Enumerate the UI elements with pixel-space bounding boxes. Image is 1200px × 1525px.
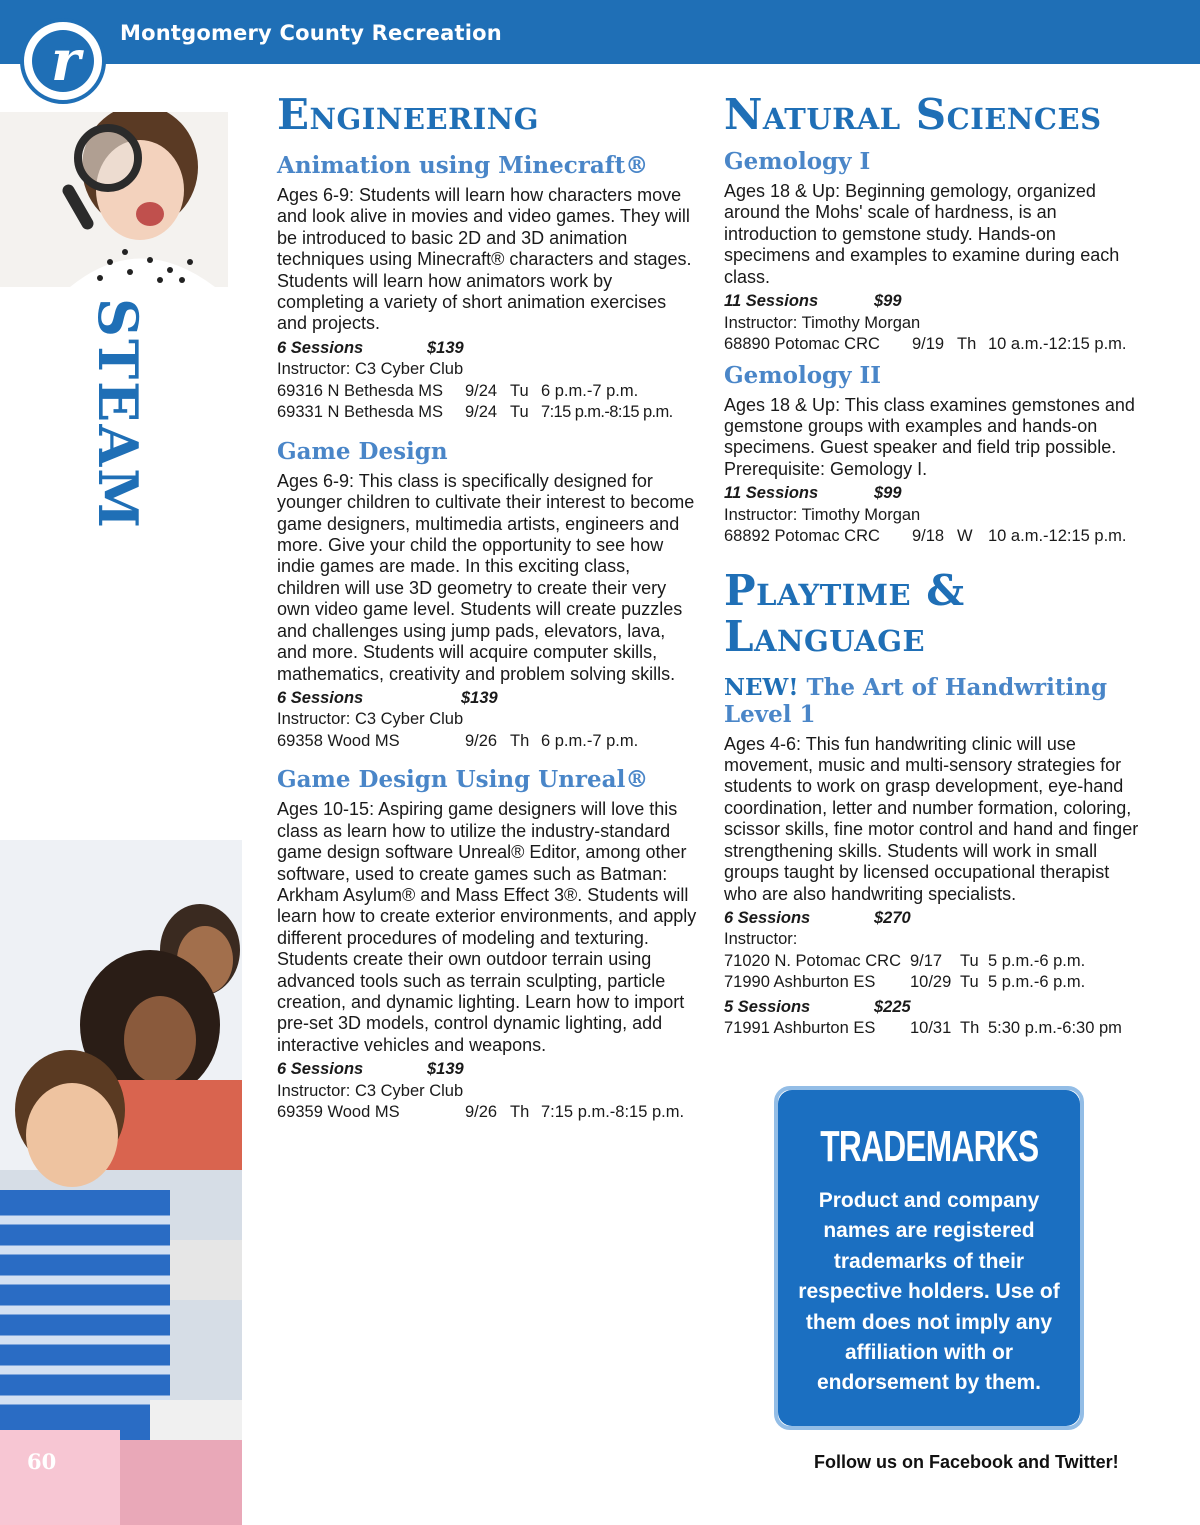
sessions-line: 11 Sessions $99 — [724, 484, 902, 503]
schedule-row: 71991 Ashburton ES 10/31 Th 5:30 p.m.-6:30 pm — [724, 1019, 1122, 1038]
girl-magnifier-photo — [0, 112, 228, 287]
section-heading-playtime-2: Language — [724, 611, 926, 661]
section-heading-engineering: Engineering — [277, 90, 540, 139]
trademarks-body: Product and company names are registered trademarks of their respective holders. Use of them does not imply any affiliation with or endorsement by them. — [798, 1189, 1060, 1395]
instructor-line: Instructor: Timothy Morgan — [724, 313, 921, 332]
schedule-row: 69331 N Bethesda MS 9/24 Tu 7:15 p.m.-8:15 p.m. — [277, 403, 673, 422]
header-title: Montgomery County Recreation — [120, 21, 502, 45]
sessions-line: 6 Sessions $139 — [277, 1060, 464, 1079]
course-title-handwriting-level: Level 1 — [724, 700, 816, 728]
schedule-row: 69359 Wood MS 9/26 Th 7:15 p.m.-8:15 p.m. — [277, 1103, 685, 1122]
course-title-unreal: Game Design Using Unreal® — [277, 766, 649, 794]
kids-computer-photo — [0, 840, 242, 1525]
header-bar — [0, 0, 1200, 64]
course-description: Ages 6-9: Students will learn how characters move and look alive in movies and video games. They will be introduced to basic 2D and 3D animation techniques using Minecraft® characters and stages. Students will learn how animators work by completing a variety of short animation exercises and projects. — [277, 185, 692, 334]
schedule-row: 68892 Potomac CRC 9/18 W 10 a.m.-12:15 p.m. — [724, 527, 1127, 546]
course-title-animation: Animation using Minecraft® — [277, 152, 649, 179]
section-heading-playtime-1: Playtime & — [724, 565, 965, 615]
course-description: Ages 18 & Up: Beginning gemology, organized around the Mohs' scale of hardness, is an introduction to gemstone study. Hands-on specimens and examples to examine during each class. — [724, 181, 1120, 287]
course-title-gemology-2: Gemology II — [724, 361, 882, 389]
course-title-gemology-1: Gemology I — [724, 148, 871, 175]
right-column — [724, 92, 1144, 1040]
instructor-line: Instructor: — [724, 930, 798, 949]
page-number: 60 — [27, 1449, 57, 1474]
schedule-row: 69358 Wood MS 9/26 Th 6 p.m.-7 p.m. — [277, 731, 639, 750]
sessions-line: 6 Sessions $139 — [277, 338, 464, 357]
schedule-row: 69316 N Bethesda MS 9/24 Tu 6 p.m.-7 p.m. — [277, 381, 639, 400]
course-description: Ages 4-6: This fun handwriting clinic will use movement, music and multi-sensory strategies for students to work on grasp development, eye-hand coordination, letter and number formation, coloring, scissor skills, fine motor control and hand and finger strengthening skills. Students will work in small groups taught by licensed occupational therapist who are also handwriting specialists. — [724, 733, 1139, 904]
course-title-game-design: Game Design — [277, 437, 448, 465]
instructor-line: Instructor: C3 Cyber Club — [277, 710, 464, 729]
sessions-line: 5 Sessions $225 — [724, 997, 911, 1016]
course-description: Ages 18 & Up: This class examines gemstones and gemstone groups with examples and hands-on specimens. Guest speaker and field trip possible. Prerequisite: Gemology I. — [724, 394, 1135, 479]
sessions-line: 6 Sessions $270 — [724, 908, 911, 927]
rec-logo-icon: r — [20, 18, 106, 104]
social-follow-text: Follow us on Facebook and Twitter! — [814, 1452, 1119, 1472]
instructor-line: Instructor: C3 Cyber Club — [277, 1081, 464, 1100]
course-title-handwriting: NEW! The Art of Handwriting — [724, 673, 1108, 701]
steam-side-label: STEAM — [86, 298, 150, 531]
instructor-line: Instructor: Timothy Morgan — [724, 505, 921, 524]
sessions-line: 11 Sessions $99 — [724, 292, 902, 311]
course-description: Ages 6-9: This class is specifically designed for younger children to cultivate their interest to become game designers, multimedia artists, engineers and more. Give your child the opportunity to see how indie games are made. In this exciting class, children will use 3D geometry to create their very own video game level. Students will create puzzles and challenges using jump pads, elevators, lava, and more. Students will acquire computer skills, mathematics, creativity and problem solving skills. — [277, 470, 695, 684]
engineering-column — [277, 92, 697, 1124]
trademarks-box — [778, 1090, 1080, 1426]
section-heading-natural-sciences: Natural Sciences — [724, 90, 1102, 139]
course-description: Ages 10-15: Aspiring game designers will love this class as learn how to utilize the industry-standard game design software Unreal® Editor, among other software, used to create games such as Batman: Arkham Asylum® and Mass Effect 3®. Students will learn how to create exterior environments, and apply different procedures of modeling and texturing. Students create their own outdoor terrain using advanced tools such as terrain sculpting, particle creation, and dynamic lighting. Learn how to import pre-set 3D models, control dynamic lighting, add interactive vehicles and weapons. — [277, 799, 697, 1055]
new-badge: NEW! — [724, 673, 799, 701]
schedule-row: 71020 N. Potomac CRC 9/17 Tu 5 p.m.-6 p.m. — [724, 951, 1086, 970]
trademarks-title: TRADEMARKS — [820, 1122, 1039, 1171]
instructor-line: Instructor: C3 Cyber Club — [277, 360, 464, 379]
schedule-row: 71990 Ashburton ES 10/29 Tu 5 p.m.-6 p.m. — [724, 973, 1086, 992]
sessions-line: 6 Sessions $139 — [277, 688, 498, 707]
schedule-row: 68890 Potomac CRC 9/19 Th 10 a.m.-12:15 p.m. — [724, 335, 1127, 354]
